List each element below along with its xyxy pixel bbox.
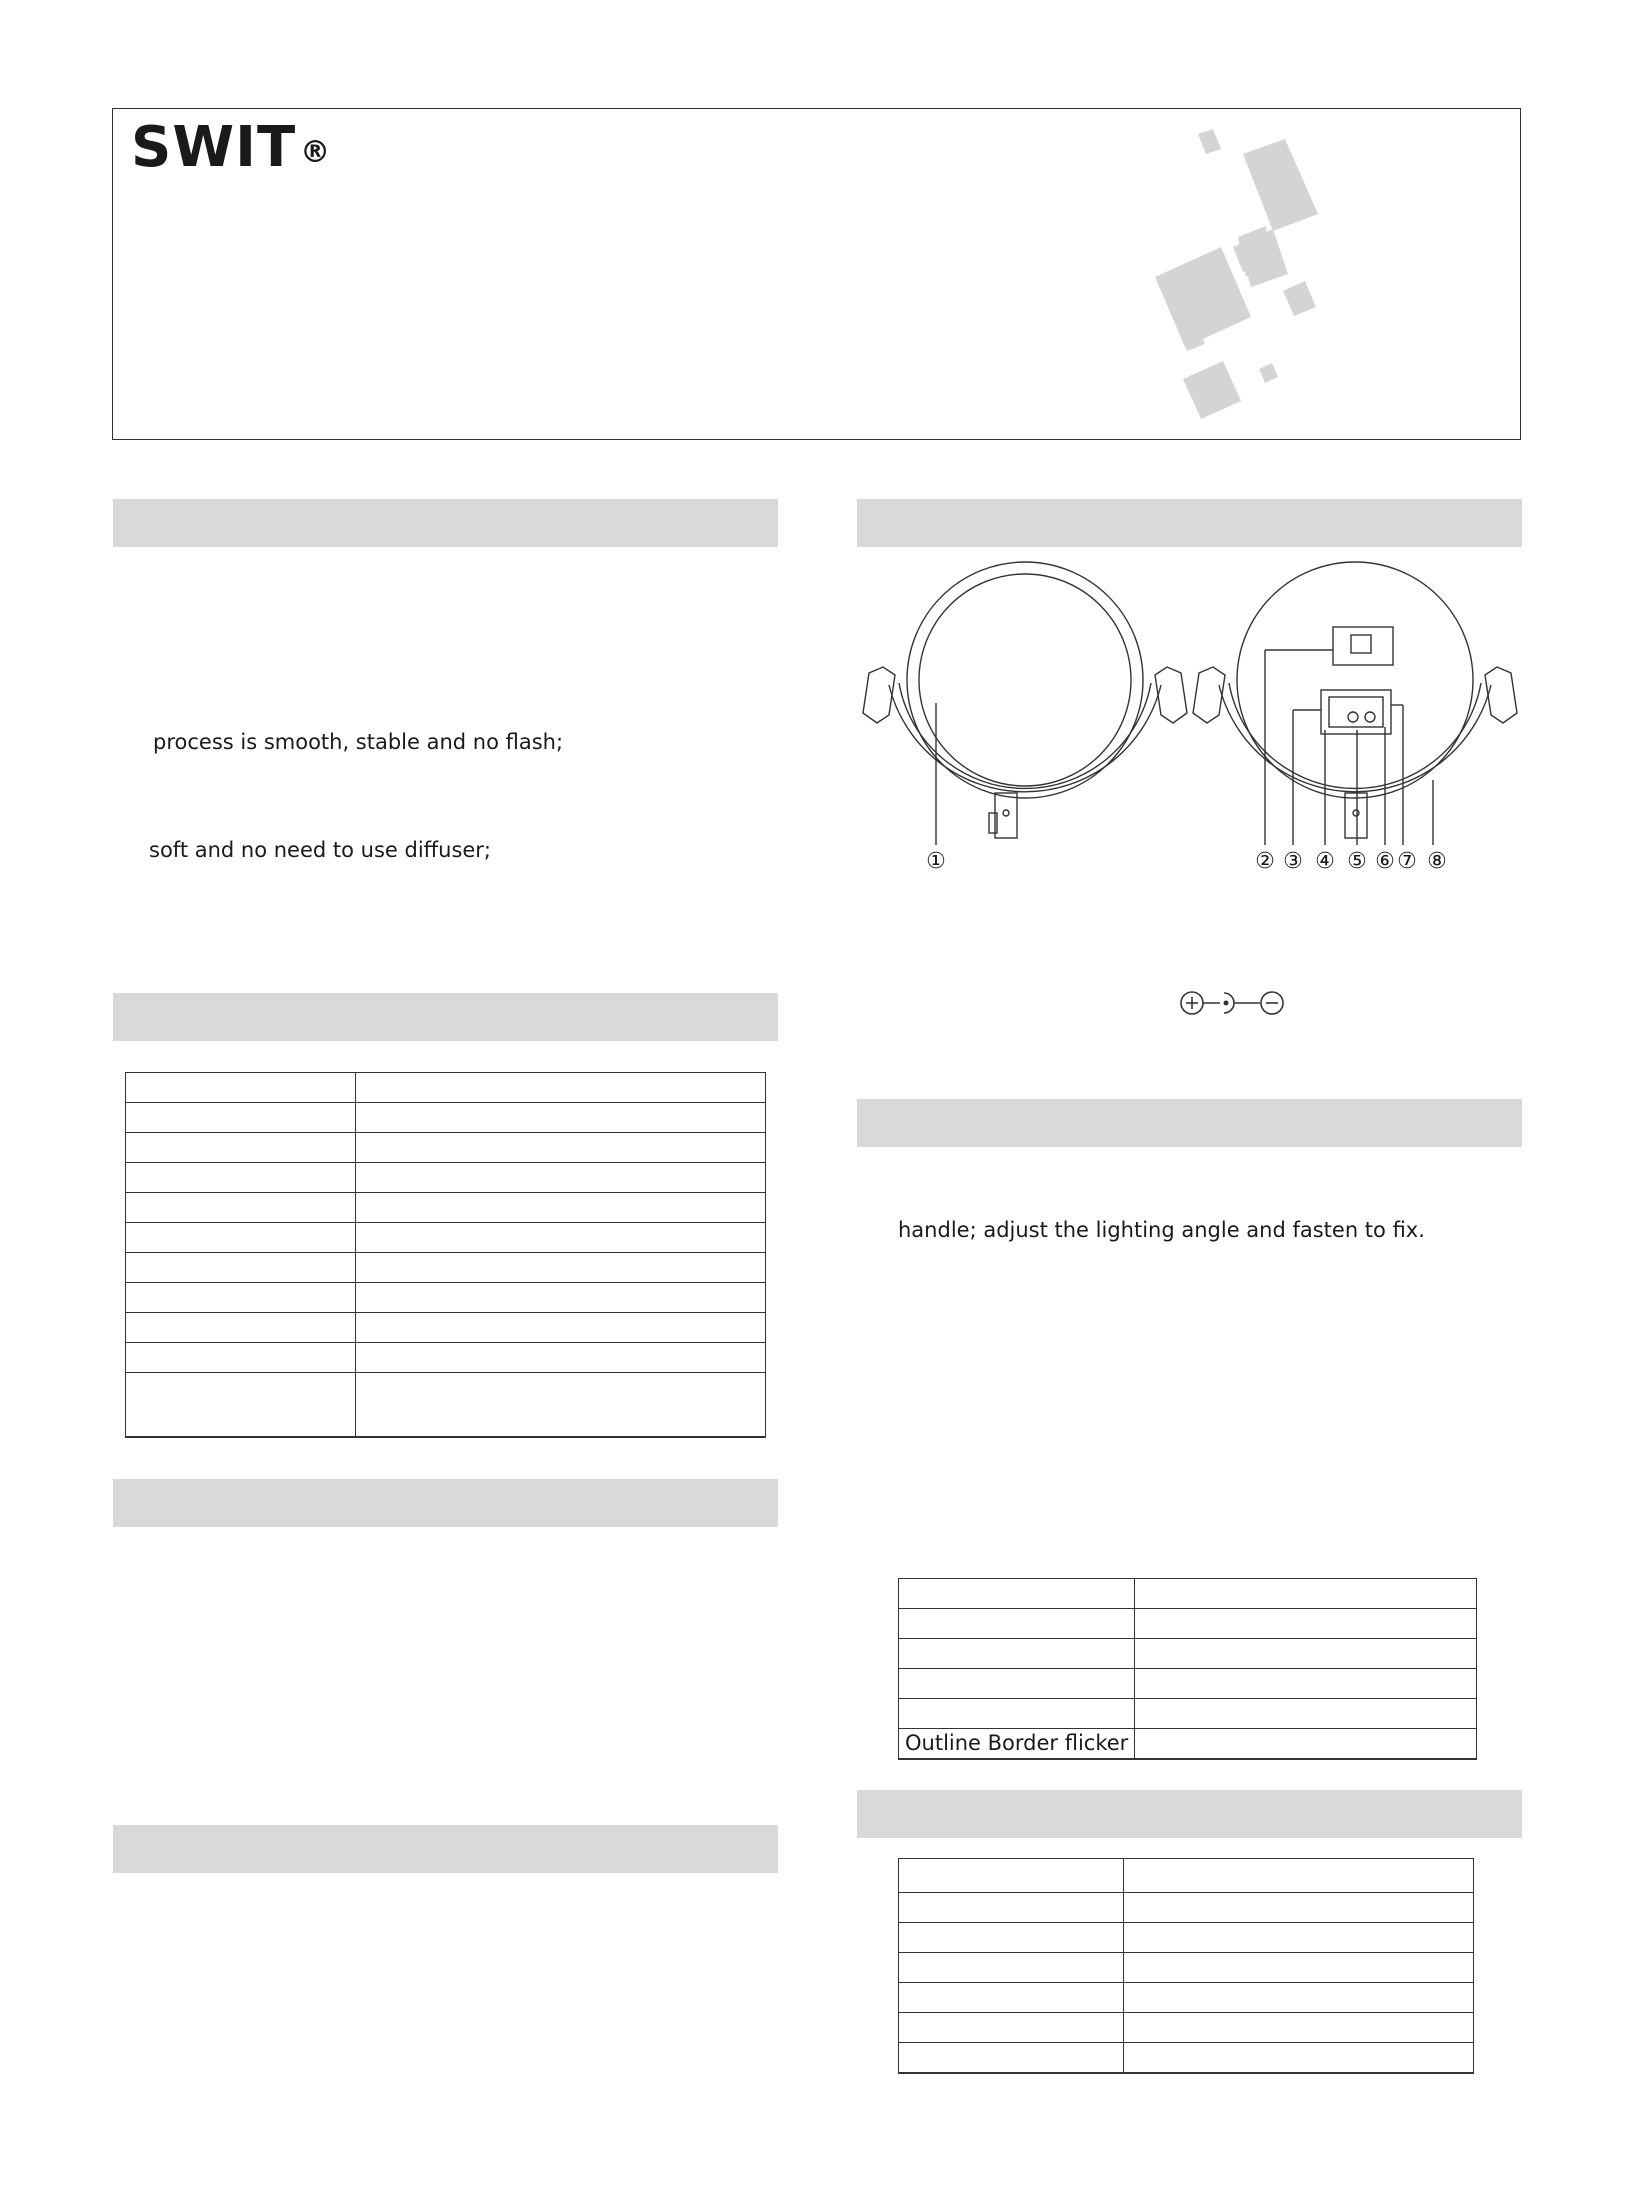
table-cell-label (126, 1223, 356, 1253)
table-cell-value (356, 1253, 766, 1283)
table-cell-value (1135, 1699, 1477, 1729)
table-cell-label (126, 1103, 356, 1133)
table-row (899, 2043, 1474, 2073)
table-cell-value (1135, 1639, 1477, 1669)
table-cell-value (1124, 1859, 1474, 1893)
installation-line-1: handle; adjust the lighting angle and fasten to fix. (898, 1218, 1425, 1242)
table-cell-label (899, 1579, 1135, 1609)
table-cell-label (899, 1859, 1124, 1893)
table-cell-value (356, 1373, 766, 1437)
table-cell-value (356, 1193, 766, 1223)
table-cell-value (1124, 1923, 1474, 1953)
header-box (112, 108, 1521, 440)
table-row (899, 1729, 1477, 1759)
table-row (126, 1073, 766, 1103)
table-row (126, 1163, 766, 1193)
table-cell-label (126, 1373, 356, 1437)
callout-2: ② (1255, 849, 1275, 874)
table-cell-value (1124, 1953, 1474, 1983)
indicator-table (898, 1578, 1477, 1760)
table-row (126, 1133, 766, 1163)
callout-3: ③ (1283, 849, 1303, 874)
table-row (899, 1983, 1474, 2013)
features-line-1: process is smooth, stable and no flash; (153, 730, 564, 754)
callout-4: ④ (1315, 849, 1335, 874)
table-cell-label (899, 1639, 1135, 1669)
table-cell-label (899, 1893, 1124, 1923)
table-row (899, 1699, 1477, 1729)
table-cell-label (899, 1669, 1135, 1699)
table-cell-label (899, 2043, 1124, 2073)
swit-logo (131, 115, 331, 180)
table-cell-label (126, 1253, 356, 1283)
callout-5: ⑤ (1347, 849, 1367, 874)
table-cell-label (899, 1699, 1135, 1729)
brand-name: SWIT (131, 115, 297, 180)
table-row (126, 1223, 766, 1253)
table-cell-label (126, 1313, 356, 1343)
last-table (898, 1858, 1474, 2074)
table-row (126, 1283, 766, 1313)
table-cell-label (899, 1609, 1135, 1639)
callout-7: ⑦ (1397, 849, 1417, 874)
features-line-2: soft and no need to use diffuser; (149, 838, 492, 862)
back-right-knob-icon (1485, 667, 1517, 723)
table-cell-value (356, 1103, 766, 1133)
table-cell-value (1135, 1729, 1477, 1759)
table-row (899, 1639, 1477, 1669)
table-cell-value (1135, 1579, 1477, 1609)
table-row (126, 1373, 766, 1437)
table-cell-label (899, 1983, 1124, 2013)
section-header-bar-2 (113, 993, 778, 1041)
table-row (126, 1253, 766, 1283)
front-left-knob-icon (863, 667, 895, 723)
table-cell-label (899, 1953, 1124, 1983)
table-cell-value (356, 1313, 766, 1343)
table-cell-value (356, 1163, 766, 1193)
table-row (126, 1193, 766, 1223)
registered-mark: ® (300, 135, 332, 170)
table-cell-value (1124, 1893, 1474, 1923)
dc-polarity-icon (1178, 987, 1318, 1019)
decorative-squares-graphic (1073, 129, 1413, 439)
section-header-bar-4 (113, 1825, 778, 1873)
section-header-bar-3 (113, 1479, 778, 1527)
section-header-bar-5 (857, 499, 1522, 547)
table-row (126, 1313, 766, 1343)
spec-table (125, 1072, 766, 1438)
table-row (899, 1923, 1474, 1953)
callout-6: ⑥ (1375, 849, 1395, 874)
table-cell-label (126, 1073, 356, 1103)
table-row (899, 1579, 1477, 1609)
table-cell-value (356, 1073, 766, 1103)
table-row (899, 1669, 1477, 1699)
table-cell-label: Outline Border flicker (899, 1729, 1135, 1759)
section-header-bar-7 (857, 1790, 1522, 1838)
table-cell-label (126, 1343, 356, 1373)
table-cell-value (1135, 1609, 1477, 1639)
back-left-knob-icon (1193, 667, 1225, 723)
table-row (899, 1893, 1474, 1923)
table-row (126, 1343, 766, 1373)
table-cell-label (899, 2013, 1124, 2043)
table-cell-value (356, 1223, 766, 1253)
product-diagram (855, 555, 1525, 890)
section-header-bar-1 (113, 499, 778, 547)
table-row (899, 1953, 1474, 1983)
front-right-knob-icon (1155, 667, 1187, 723)
table-cell-value (356, 1343, 766, 1373)
table-cell-label (126, 1133, 356, 1163)
table-cell-value (1124, 2043, 1474, 2073)
table-cell-value (1124, 1983, 1474, 2013)
table-row (899, 1609, 1477, 1639)
table-cell-value (1124, 2013, 1474, 2043)
table-row (126, 1103, 766, 1133)
table-cell-label (126, 1283, 356, 1313)
callout-1: ① (926, 849, 946, 874)
table-cell-value (356, 1133, 766, 1163)
table-cell-label (126, 1193, 356, 1223)
table-row (899, 1859, 1474, 1893)
table-cell-label (126, 1163, 356, 1193)
table-cell-value (1135, 1669, 1477, 1699)
table-cell-label (899, 1923, 1124, 1953)
callout-8: ⑧ (1427, 849, 1447, 874)
section-header-bar-6 (857, 1099, 1522, 1147)
table-row (899, 2013, 1474, 2043)
table-cell-value (356, 1283, 766, 1313)
